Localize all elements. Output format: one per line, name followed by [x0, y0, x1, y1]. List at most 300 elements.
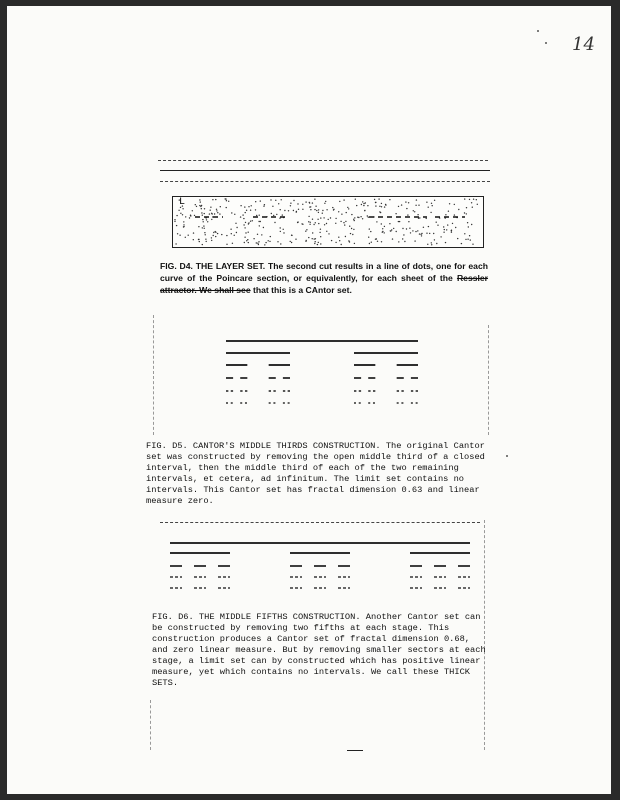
fig-d5-label: FIG. D5. CANTOR'S MIDDLE THIRDS CONSTRUCTION.	[146, 441, 381, 451]
stipple-dot	[217, 212, 218, 213]
stipple-dot	[232, 243, 233, 244]
stipple-dot	[427, 244, 428, 245]
stipple-dot	[192, 210, 193, 211]
stipple-dot	[244, 206, 245, 207]
stipple-dot	[176, 215, 177, 216]
stipple-dot	[317, 219, 318, 220]
stipple-dot	[370, 231, 371, 232]
stipple-dot	[236, 232, 237, 233]
stipple-dot	[454, 214, 455, 215]
stipple-dot	[231, 233, 232, 234]
middle-fifths-diagram	[168, 540, 473, 595]
stipple-dot	[231, 212, 232, 213]
stipple-dot	[401, 204, 402, 205]
stipple-dot	[428, 226, 429, 227]
stipple-dot	[449, 203, 450, 204]
stipple-dot	[385, 204, 386, 205]
stipple-dot	[244, 237, 245, 238]
stipple-dot	[293, 210, 294, 211]
stipple-dot	[308, 216, 309, 217]
stipple-dot	[310, 209, 311, 210]
stipple-dot	[320, 243, 321, 244]
stipple-dot	[207, 221, 208, 222]
stipple-dot	[291, 235, 292, 236]
stipple-dot	[413, 210, 414, 211]
stipple-dot	[377, 241, 378, 242]
stipple-dot	[211, 240, 212, 241]
stipple-dot	[384, 226, 385, 227]
stipple-dot	[445, 214, 446, 215]
stipple-dot	[345, 221, 346, 222]
stipple-dot	[356, 205, 357, 206]
stipple-dot	[343, 199, 344, 200]
stipple-dot	[381, 203, 382, 204]
stipple-dot	[201, 205, 202, 206]
stipple-dot	[433, 233, 434, 234]
stipple-dot	[295, 239, 296, 240]
stipple-dot	[351, 214, 352, 215]
stipple-dot	[193, 239, 194, 240]
stipple-dot	[204, 208, 205, 209]
stipple-dot	[354, 217, 355, 218]
stipple-dot	[280, 231, 281, 232]
stipple-dot	[298, 209, 299, 210]
stipple-dot	[257, 234, 258, 235]
stipple-dot	[362, 218, 363, 219]
stipple-dot	[240, 216, 241, 217]
stipple-dot	[174, 219, 175, 220]
stipple-dot	[243, 224, 244, 225]
stipple-dot	[326, 231, 327, 232]
stipple-dot	[209, 213, 210, 214]
stipple-dot	[326, 223, 327, 224]
stipple-dot	[317, 244, 318, 245]
stipple-dot	[320, 229, 321, 230]
stipple-dot	[314, 199, 315, 200]
stipple-dot	[185, 237, 186, 238]
stipple-dot	[320, 236, 321, 237]
stipple-dot	[415, 231, 416, 232]
stipple-dot	[255, 209, 256, 210]
stipple-dot	[353, 229, 354, 230]
stipple-dot	[320, 217, 321, 218]
stipple-dot	[431, 244, 432, 245]
stipple-dot	[328, 219, 329, 220]
stipple-dot	[215, 231, 216, 232]
stipple-dot	[344, 224, 345, 225]
stipple-dot	[363, 205, 364, 206]
stipple-dot	[402, 238, 403, 239]
stipple-dot	[259, 225, 260, 226]
stipple-dot	[264, 244, 265, 245]
stipple-dot	[253, 238, 254, 239]
stipple-dot	[352, 234, 353, 235]
stipple-dot	[270, 236, 271, 237]
stipple-dot	[339, 201, 340, 202]
stipple-dot	[190, 215, 191, 216]
stipple-dot	[324, 203, 325, 204]
stipple-dot	[206, 219, 207, 220]
stipple-dot	[362, 201, 363, 202]
stipple-dot	[213, 235, 214, 236]
stipple-dot	[324, 224, 325, 225]
stipple-dot	[472, 207, 473, 208]
stipple-dot	[260, 200, 261, 201]
stipple-dot	[448, 211, 449, 212]
stipple-dot	[305, 201, 306, 202]
stipple-dot	[202, 244, 203, 245]
stipple-dot	[350, 233, 351, 234]
stipple-dot	[426, 202, 427, 203]
stipple-dot	[183, 224, 184, 225]
stipple-dot	[278, 203, 279, 204]
stipple-dot	[180, 213, 181, 214]
stipple-dot	[371, 242, 372, 243]
stipple-dot	[183, 221, 184, 222]
fig-d4-tail-text: that this is a CAntor set.	[253, 285, 352, 295]
stipple-dot	[364, 210, 365, 211]
stipple-dot	[248, 206, 249, 207]
stipple-dot	[418, 205, 419, 206]
stipple-dot	[312, 232, 313, 233]
separator-rule	[160, 522, 480, 523]
stipple-dot	[276, 214, 277, 215]
stipple-dot	[194, 215, 195, 216]
stipple-dot	[355, 199, 356, 200]
stipple-dot	[407, 214, 408, 215]
fig-d6-label: FIG. D6. THE MIDDLE FIFTHS CONSTRUCTION.	[152, 612, 361, 622]
stipple-dot	[367, 215, 368, 216]
stipple-dot	[185, 216, 186, 217]
stipple-dot	[426, 218, 427, 219]
stipple-dot	[464, 233, 465, 234]
stipple-dot	[322, 210, 323, 211]
stipple-dot	[290, 241, 291, 242]
stipple-dot	[343, 222, 344, 223]
stipple-dot	[269, 241, 270, 242]
stipple-dot	[426, 233, 427, 234]
stipple-dot	[440, 236, 441, 237]
stipple-dot	[297, 221, 298, 222]
stipple-dot	[434, 200, 435, 201]
stipple-dot	[308, 221, 309, 222]
stipple-dot	[243, 218, 244, 219]
middle-thirds-diagram	[222, 335, 422, 410]
stipple-dot	[226, 200, 227, 201]
stipple-dot	[419, 217, 420, 218]
stipple-dot	[178, 210, 179, 211]
stipple-dot	[398, 206, 399, 207]
stipple-dot	[202, 215, 203, 216]
stipple-dot	[444, 229, 445, 230]
stipple-dot	[312, 219, 313, 220]
stipple-dot	[226, 235, 227, 236]
stipple-dot	[417, 230, 418, 231]
stipple-dot	[389, 223, 390, 224]
stipple-dot	[464, 198, 465, 199]
stipple-dot	[402, 228, 403, 229]
stipple-dot	[265, 242, 266, 243]
stipple-dot	[205, 234, 206, 235]
stipple-dot	[259, 215, 260, 216]
stipple-dot	[349, 241, 350, 242]
stipple-dot	[331, 240, 332, 241]
stipple-dot	[261, 234, 262, 235]
stipple-dot	[219, 213, 220, 214]
stipple-dot	[204, 232, 205, 233]
stipple-dot	[423, 227, 424, 228]
stipple-dot	[455, 227, 456, 228]
stipple-dot	[268, 240, 269, 241]
stipple-dot	[290, 203, 291, 204]
stipple-dot	[280, 243, 281, 244]
stipple-dot	[419, 233, 420, 234]
stipple-dot	[335, 242, 336, 243]
stipple-dot	[211, 213, 212, 214]
stipple-dot	[341, 214, 342, 215]
stipple-dot	[367, 205, 368, 206]
stipple-dot	[256, 215, 257, 216]
top-rule-dashed	[158, 160, 488, 161]
stipple-dot	[293, 200, 294, 201]
stipple-dot	[315, 241, 316, 242]
stipple-dot	[465, 239, 466, 240]
stipple-dot	[211, 219, 212, 220]
stipple-dot	[354, 243, 355, 244]
stipple-dot	[198, 226, 199, 227]
stipple-dot	[330, 217, 331, 218]
stipple-dot	[211, 237, 212, 238]
stipple-dot	[255, 201, 256, 202]
stipple-dot	[447, 224, 448, 225]
stipple-dot	[200, 201, 201, 202]
stipple-dot	[328, 233, 329, 234]
stipple-dot	[341, 244, 342, 245]
guide-line-left	[153, 315, 154, 435]
stipple-dot	[280, 227, 281, 228]
stipple-dot	[206, 241, 207, 242]
stipple-dot	[182, 208, 183, 209]
stipple-dot	[236, 227, 237, 228]
stipple-dot	[314, 238, 315, 239]
stipple-dot	[469, 235, 470, 236]
stipple-dot	[412, 230, 413, 231]
stipple-dot	[396, 231, 397, 232]
stipple-dot	[384, 232, 385, 233]
stipple-dot	[379, 206, 380, 207]
top-rule-dashed-2	[160, 181, 490, 182]
stipple-dot	[361, 204, 362, 205]
stipple-dot	[245, 222, 246, 223]
stipple-dot	[270, 199, 271, 200]
stipple-dot	[318, 223, 319, 224]
stipple-dot	[215, 199, 216, 200]
stipple-dot	[315, 222, 316, 223]
stipple-dot	[201, 208, 202, 209]
stipple-dot	[315, 238, 316, 239]
guide-line-left-2	[150, 700, 151, 750]
stipple-dot	[189, 217, 190, 218]
stipple-dot	[318, 212, 319, 213]
stipple-dot	[244, 242, 245, 243]
stipple-dot	[314, 243, 315, 244]
stipple-dot	[382, 232, 383, 233]
fig-d4-label: FIG. D4. THE LAYER SET.	[160, 261, 266, 271]
stipple-dot	[245, 212, 246, 213]
stipple-dot	[235, 223, 236, 224]
stipple-dot	[357, 217, 358, 218]
stipple-dot	[471, 224, 472, 225]
stipple-dot	[391, 229, 392, 230]
stipple-dot	[283, 229, 284, 230]
stipple-dot	[376, 221, 377, 222]
stipple-dot	[393, 228, 394, 229]
middle-thirds-graphic	[222, 335, 422, 410]
stipple-dot	[234, 214, 235, 215]
stipple-dot	[308, 237, 309, 238]
stipple-dot	[275, 200, 276, 201]
stipple-dot	[242, 214, 243, 215]
stipple-dot	[477, 204, 478, 205]
stipple-dot	[309, 202, 310, 203]
stipple-dot	[473, 199, 474, 200]
stipple-dot	[199, 199, 200, 200]
stipple-dot	[443, 226, 444, 227]
stipple-dot	[174, 221, 175, 222]
stipple-dot	[234, 235, 235, 236]
stipple-dot	[346, 212, 347, 213]
fig-d4-caption	[160, 260, 488, 296]
stipple-dot	[454, 204, 455, 205]
stipple-dot	[183, 226, 184, 227]
stipple-dot	[246, 240, 247, 241]
stipple-dot	[326, 209, 327, 210]
stipple-dot	[348, 208, 349, 209]
stipple-dot	[264, 204, 265, 205]
stipple-dot	[408, 221, 409, 222]
stipple-dot	[443, 232, 444, 233]
stipple-dot	[251, 205, 252, 206]
stipple-dot	[318, 242, 319, 243]
stipple-dot	[248, 232, 249, 233]
stipple-dot	[297, 203, 298, 204]
stipple-dot	[212, 199, 213, 200]
stipple-dot	[347, 207, 348, 208]
stipple-dot	[217, 233, 218, 234]
stipple-dot	[335, 223, 336, 224]
stipple-dot	[302, 209, 303, 210]
stipple-dot	[244, 227, 245, 228]
stipple-dot	[296, 211, 297, 212]
stipple-dot	[338, 211, 339, 212]
stipple-dot	[319, 232, 320, 233]
fig-d6-text: Another Cantor set can be constructed by removing two fifths at each stage. This construction produces a Cantor set of fractal dimension 0.68, and zero linear measure. But by removing smaller sectors at each stage, a limit set can by constructed which has positive linear measure, yet which contains no intervals. We call these THICK SETS.	[152, 612, 486, 688]
stipple-dot	[248, 242, 249, 243]
stipple-dot	[306, 229, 307, 230]
stipple-dot	[309, 206, 310, 207]
stipple-dot	[258, 244, 259, 245]
stipple-dot	[403, 234, 404, 235]
stipple-dot	[302, 204, 303, 205]
stipple-dot	[339, 240, 340, 241]
stipple-dot	[354, 220, 355, 221]
stipple-dot	[470, 239, 471, 240]
fig-d5-caption	[146, 441, 486, 507]
stipple-dot	[436, 222, 437, 223]
stipple-dot	[431, 242, 432, 243]
stipple-dot	[458, 209, 459, 210]
stipple-dot	[418, 218, 419, 219]
stipple-dot	[263, 227, 264, 228]
stipple-dot	[316, 210, 317, 211]
stipple-dot	[437, 225, 438, 226]
stipple-dot	[260, 221, 261, 222]
stipple-dot	[406, 228, 407, 229]
stipple-dot	[315, 206, 316, 207]
stipple-dot	[398, 241, 399, 242]
stipple-dot	[428, 207, 429, 208]
stipple-dot	[290, 205, 291, 206]
stipple-dot	[464, 212, 465, 213]
stipple-dot	[468, 226, 469, 227]
stipple-dot	[369, 243, 370, 244]
stipple-dot	[313, 224, 314, 225]
stipple-dot	[432, 205, 433, 206]
stipple-dot	[375, 202, 376, 203]
stipple-dot	[360, 216, 361, 217]
stipple-dot	[363, 203, 364, 204]
stipple-dot	[203, 221, 204, 222]
stipple-dot	[445, 242, 446, 243]
stipple-dot	[457, 238, 458, 239]
stipple-dot	[216, 209, 217, 210]
stipple-dot	[281, 199, 282, 200]
stipple-dot	[368, 217, 369, 218]
stipple-dot	[216, 210, 217, 211]
stipple-dot	[309, 224, 310, 225]
stipple-dot	[277, 241, 278, 242]
stipple-dot	[384, 206, 385, 207]
stipple-dot	[368, 237, 369, 238]
stipple-dot	[410, 232, 411, 233]
stipple-dot	[210, 207, 211, 208]
stipple-dot	[335, 218, 336, 219]
stipple-dot	[175, 243, 176, 244]
corner-mark: L	[179, 197, 186, 208]
speck	[545, 42, 547, 44]
stipple-dot	[469, 199, 470, 200]
stipple-dot	[345, 236, 346, 237]
stipple-dot	[378, 198, 379, 199]
stipple-dot	[436, 243, 437, 244]
stipple-dot	[374, 199, 375, 200]
stipple-dot	[399, 221, 400, 222]
stipple-dot	[332, 207, 333, 208]
fig-d4-text: The second cut results in a line of dots, one for each curve of the Poincare section, or equivalently, for each sheet of the	[160, 261, 488, 283]
stipple-dot	[201, 212, 202, 213]
stipple-dot	[176, 225, 177, 226]
stipple-dot	[351, 228, 352, 229]
stipple-dot	[420, 234, 421, 235]
stipple-dot	[375, 205, 376, 206]
stipple-dot	[225, 198, 226, 199]
stipple-dot	[398, 221, 399, 222]
stipple-dot	[417, 214, 418, 215]
stipple-dot	[215, 236, 216, 237]
stipple-dot	[365, 202, 366, 203]
stipple-dot	[390, 230, 391, 231]
stipple-dot	[452, 223, 453, 224]
